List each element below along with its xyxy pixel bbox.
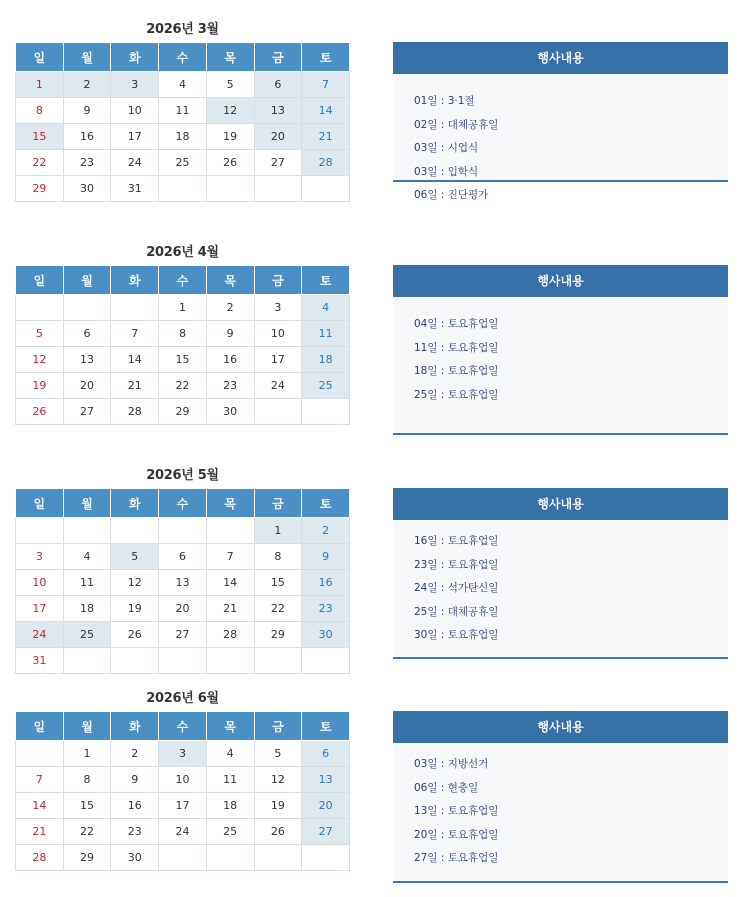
calendar-empty-cell — [159, 518, 207, 544]
calendar-week — [16, 741, 350, 767]
calendar-day[interactable]: 3 — [254, 295, 302, 321]
calendar-day[interactable]: 31 — [16, 648, 64, 674]
calendar-day[interactable]: 14 — [206, 570, 254, 596]
calendar-day[interactable]: 16 — [302, 570, 350, 596]
calendar-empty-cell — [254, 845, 302, 871]
weekday-header: 토 — [302, 489, 350, 518]
calendar-week — [16, 819, 350, 845]
calendar-day[interactable]: 24 — [16, 622, 64, 648]
calendar-day[interactable]: 26 — [254, 819, 302, 845]
event-item: 03일 : 시업식 — [414, 142, 479, 154]
calendar-day[interactable]: 6 — [63, 321, 111, 347]
event-item: 30일 : 토요휴업일 — [414, 629, 499, 641]
calendar-day[interactable]: 14 — [111, 347, 159, 373]
calendar-day[interactable]: 20 — [254, 124, 302, 150]
calendar-empty-cell — [111, 648, 159, 674]
calendar-day[interactable]: 11 — [159, 98, 207, 124]
calendar-empty-cell — [302, 648, 350, 674]
calendar-day[interactable]: 23 — [63, 150, 111, 176]
calendar-day[interactable]: 18 — [302, 347, 350, 373]
calendar-empty-cell — [111, 295, 159, 321]
calendar-day[interactable]: 1 — [254, 518, 302, 544]
calendar-week — [16, 596, 350, 622]
calendar-day[interactable]: 4 — [302, 295, 350, 321]
calendar-day[interactable]: 20 — [159, 596, 207, 622]
calendar-week — [16, 124, 350, 150]
calendar-empty-cell — [206, 518, 254, 544]
calendar-day[interactable]: 6 — [159, 544, 207, 570]
calendar-day[interactable]: 8 — [159, 321, 207, 347]
calendar-day[interactable]: 13 — [63, 347, 111, 373]
calendar-empty-cell — [16, 741, 64, 767]
calendar-day[interactable]: 2 — [302, 518, 350, 544]
calendar-day[interactable]: 3 — [111, 72, 159, 98]
calendar-day[interactable]: 9 — [63, 98, 111, 124]
calendar-day[interactable]: 12 — [111, 570, 159, 596]
calendar-day[interactable]: 17 — [159, 793, 207, 819]
calendar-day[interactable]: 18 — [206, 793, 254, 819]
month-title: 2026년 4월 — [146, 245, 219, 260]
calendar-day[interactable]: 1 — [159, 295, 207, 321]
calendar-day[interactable]: 9 — [111, 767, 159, 793]
calendar-day[interactable]: 14 — [302, 98, 350, 124]
event-item: 13일 : 토요휴업일 — [414, 805, 499, 817]
calendar-day[interactable]: 26 — [111, 622, 159, 648]
calendar-day[interactable]: 11 — [302, 321, 350, 347]
calendar-week — [16, 622, 350, 648]
calendar-day[interactable]: 26 — [16, 399, 64, 425]
calendar-day[interactable]: 29 — [63, 845, 111, 871]
calendar-grid — [15, 265, 350, 425]
event-item: 02일 : 대체공휴일 — [414, 118, 499, 131]
calendar-week — [16, 72, 350, 98]
weekday-header: 일 — [16, 266, 64, 295]
weekday-header: 일 — [16, 43, 64, 72]
event-list — [393, 743, 728, 871]
calendar-day[interactable]: 15 — [63, 793, 111, 819]
calendar-day[interactable]: 4 — [206, 741, 254, 767]
calendar-day[interactable]: 13 — [159, 570, 207, 596]
calendar-empty-cell — [254, 176, 302, 202]
calendar-day[interactable]: 2 — [63, 72, 111, 98]
calendar-day[interactable]: 30 — [302, 622, 350, 648]
calendar-day[interactable]: 16 — [206, 347, 254, 373]
calendar-day[interactable]: 11 — [63, 570, 111, 596]
calendar-day[interactable]: 28 — [111, 399, 159, 425]
event-panel — [393, 42, 728, 201]
calendar-day[interactable]: 21 — [111, 373, 159, 399]
calendar-day[interactable]: 30 — [111, 845, 159, 871]
calendar-day[interactable]: 4 — [63, 544, 111, 570]
calendar-empty-cell — [159, 845, 207, 871]
calendar-day[interactable]: 31 — [111, 176, 159, 202]
weekday-header: 일 — [16, 712, 64, 741]
weekday-header: 수 — [159, 266, 207, 295]
calendar-day[interactable]: 8 — [16, 98, 64, 124]
calendar-day[interactable]: 9 — [302, 544, 350, 570]
calendar-week — [16, 793, 350, 819]
calendar-day[interactable]: 1 — [63, 741, 111, 767]
calendar-day[interactable]: 28 — [206, 622, 254, 648]
weekday-header: 금 — [254, 712, 302, 741]
calendar-day[interactable]: 24 — [254, 373, 302, 399]
calendar-week — [16, 845, 350, 871]
weekday-header: 월 — [63, 266, 111, 295]
event-item: 16일 : 토요휴업일 — [414, 535, 499, 547]
event-panel — [393, 265, 728, 435]
calendar-day[interactable]: 15 — [159, 347, 207, 373]
calendar-day[interactable]: 2 — [111, 741, 159, 767]
calendar-day[interactable]: 30 — [206, 399, 254, 425]
calendar-day[interactable]: 22 — [254, 596, 302, 622]
weekday-header: 월 — [63, 43, 111, 72]
event-item: 11일 : 토요휴업일 — [414, 341, 499, 354]
calendar-day[interactable]: 3 — [159, 741, 207, 767]
calendar-day[interactable]: 17 — [16, 596, 64, 622]
calendar-day[interactable]: 28 — [16, 845, 64, 871]
weekday-header: 목 — [206, 43, 254, 72]
calendar-day[interactable]: 15 — [16, 124, 64, 150]
calendar-day[interactable]: 12 — [206, 98, 254, 124]
weekday-header: 일 — [16, 489, 64, 518]
calendar-day[interactable]: 14 — [16, 793, 64, 819]
calendar-grid — [15, 42, 350, 202]
calendar-day[interactable]: 10 — [16, 570, 64, 596]
weekday-header: 수 — [159, 712, 207, 741]
calendar-week — [16, 150, 350, 176]
calendar-empty-cell — [302, 845, 350, 871]
calendar-day[interactable]: 19 — [206, 124, 254, 150]
calendar-day[interactable]: 19 — [254, 793, 302, 819]
event-item: 25일 : 토요휴업일 — [414, 388, 499, 401]
event-panel-title: 행사내용 — [393, 265, 728, 297]
weekday-header: 토 — [302, 43, 350, 72]
calendar-day[interactable]: 7 — [302, 72, 350, 98]
calendar-week — [16, 570, 350, 596]
calendar-day[interactable]: 26 — [206, 150, 254, 176]
calendar-day[interactable]: 3 — [16, 544, 64, 570]
calendar-week — [16, 399, 350, 425]
event-item: 03일 : 지방선거 — [414, 758, 489, 770]
weekday-header: 수 — [159, 489, 207, 518]
calendar-day[interactable]: 10 — [159, 767, 207, 793]
calendar-day[interactable]: 27 — [159, 622, 207, 648]
calendar-day[interactable]: 13 — [302, 767, 350, 793]
calendar-day[interactable]: 7 — [111, 321, 159, 347]
event-panel-title: 행사내용 — [393, 488, 728, 520]
calendar-day[interactable]: 27 — [63, 399, 111, 425]
weekday-header: 목 — [206, 489, 254, 518]
calendar-day[interactable]: 29 — [254, 622, 302, 648]
calendar-week — [16, 176, 350, 202]
calendar-empty-cell — [16, 518, 64, 544]
event-item: 01일 : 3·1절 — [414, 95, 475, 107]
event-item: 25일 : 대체공휴일 — [414, 605, 499, 618]
calendar-week — [16, 518, 350, 544]
calendar-day[interactable]: 23 — [206, 373, 254, 399]
month-title: 2026년 3월 — [146, 22, 219, 37]
calendar-empty-cell — [302, 176, 350, 202]
calendar-day[interactable]: 18 — [63, 596, 111, 622]
calendar-day[interactable]: 12 — [16, 347, 64, 373]
calendar-week — [16, 321, 350, 347]
weekday-header: 토 — [302, 712, 350, 741]
calendar-day[interactable]: 28 — [302, 150, 350, 176]
calendar-day[interactable]: 10 — [254, 321, 302, 347]
calendar-day[interactable]: 19 — [111, 596, 159, 622]
event-item: 04일 : 토요휴업일 — [414, 318, 499, 330]
event-item: 24일 : 석가탄신일 — [414, 582, 499, 594]
event-item: 27일 : 토요휴업일 — [414, 852, 499, 864]
weekday-header: 토 — [302, 266, 350, 295]
calendar-empty-cell — [206, 176, 254, 202]
calendar-day[interactable]: 20 — [63, 373, 111, 399]
calendar-empty-cell — [206, 648, 254, 674]
calendar-week — [16, 98, 350, 124]
event-item: 18일 : 토요휴업일 — [414, 365, 499, 377]
calendar-day[interactable]: 17 — [254, 347, 302, 373]
calendar-empty-cell — [159, 648, 207, 674]
calendar-empty-cell — [254, 399, 302, 425]
calendar-day[interactable]: 25 — [159, 150, 207, 176]
calendar-grid — [15, 711, 350, 871]
calendar-day[interactable]: 10 — [111, 98, 159, 124]
month-title: 2026년 5월 — [146, 468, 219, 483]
calendar-empty-cell — [63, 295, 111, 321]
event-list — [393, 520, 728, 648]
weekday-header: 화 — [111, 489, 159, 518]
calendar-day[interactable]: 23 — [111, 819, 159, 845]
weekday-header: 금 — [254, 266, 302, 295]
calendar-day[interactable]: 25 — [206, 819, 254, 845]
weekday-header: 화 — [111, 266, 159, 295]
calendar-day[interactable]: 8 — [254, 544, 302, 570]
calendar-day[interactable]: 11 — [206, 767, 254, 793]
calendar-day[interactable]: 19 — [16, 373, 64, 399]
calendar-day[interactable]: 9 — [206, 321, 254, 347]
event-panel-title: 행사내용 — [393, 42, 728, 74]
calendar-day[interactable]: 24 — [111, 150, 159, 176]
calendar-week — [16, 767, 350, 793]
calendar-day[interactable]: 2 — [206, 295, 254, 321]
calendar-empty-cell — [63, 518, 111, 544]
event-item: 23일 : 토요휴업일 — [414, 558, 499, 571]
calendar-day[interactable]: 25 — [302, 373, 350, 399]
calendar-day[interactable]: 22 — [16, 150, 64, 176]
calendar-day[interactable]: 7 — [16, 767, 64, 793]
calendar-week — [16, 373, 350, 399]
calendar-week — [16, 295, 350, 321]
calendar-day[interactable]: 5 — [111, 544, 159, 570]
calendar-empty-cell — [111, 518, 159, 544]
calendar-week — [16, 544, 350, 570]
event-panel-title: 행사내용 — [393, 711, 728, 743]
calendar-day[interactable]: 20 — [302, 793, 350, 819]
month-title: 2026년 6월 — [146, 691, 219, 706]
weekday-header: 화 — [111, 712, 159, 741]
calendar-day[interactable]: 27 — [254, 150, 302, 176]
calendar-day[interactable]: 18 — [159, 124, 207, 150]
calendar-day[interactable]: 4 — [159, 72, 207, 98]
calendar-day[interactable]: 25 — [63, 622, 111, 648]
calendar-day[interactable]: 22 — [159, 373, 207, 399]
calendar-week — [16, 347, 350, 373]
weekday-header: 화 — [111, 43, 159, 72]
calendar-empty-cell — [302, 399, 350, 425]
weekday-header: 수 — [159, 43, 207, 72]
calendar-day[interactable]: 17 — [111, 124, 159, 150]
calendar-day[interactable]: 5 — [206, 72, 254, 98]
calendar-day[interactable]: 29 — [16, 176, 64, 202]
calendar-day[interactable]: 15 — [254, 570, 302, 596]
calendar-day[interactable]: 13 — [254, 98, 302, 124]
calendar-day[interactable]: 21 — [206, 596, 254, 622]
event-list — [393, 74, 728, 208]
weekday-header: 금 — [254, 489, 302, 518]
calendar-grid — [15, 488, 350, 674]
calendar-day[interactable]: 6 — [302, 741, 350, 767]
calendar-day[interactable]: 5 — [16, 321, 64, 347]
calendar-day[interactable]: 29 — [159, 399, 207, 425]
event-panel — [393, 711, 728, 883]
event-list — [393, 297, 728, 407]
calendar-day[interactable]: 16 — [63, 124, 111, 150]
calendar-day[interactable]: 23 — [302, 596, 350, 622]
event-item: 03일 : 입학식 — [414, 165, 479, 178]
calendar-empty-cell — [159, 176, 207, 202]
calendar-day[interactable]: 21 — [16, 819, 64, 845]
calendar-day[interactable]: 22 — [63, 819, 111, 845]
calendar-empty-cell — [63, 648, 111, 674]
calendar-day[interactable]: 1 — [16, 72, 64, 98]
calendar-day[interactable]: 6 — [254, 72, 302, 98]
calendar-day[interactable]: 8 — [63, 767, 111, 793]
event-item: 06일 : 진단평가 — [414, 189, 489, 201]
calendar-day[interactable]: 27 — [302, 819, 350, 845]
calendar-day[interactable]: 21 — [302, 124, 350, 150]
calendar-day[interactable]: 12 — [254, 767, 302, 793]
calendar-day[interactable]: 30 — [63, 176, 111, 202]
event-panel — [393, 488, 728, 659]
weekday-header: 월 — [63, 712, 111, 741]
weekday-header: 금 — [254, 43, 302, 72]
calendar-day[interactable]: 7 — [206, 544, 254, 570]
event-item: 20일 : 토요휴업일 — [414, 828, 499, 841]
calendar-empty-cell — [254, 648, 302, 674]
calendar-empty-cell — [206, 845, 254, 871]
calendar-day[interactable]: 5 — [254, 741, 302, 767]
weekday-header: 목 — [206, 712, 254, 741]
calendar-empty-cell — [16, 295, 64, 321]
calendar-day[interactable]: 16 — [111, 793, 159, 819]
weekday-header: 목 — [206, 266, 254, 295]
calendar-week — [16, 648, 350, 674]
calendar-day[interactable]: 24 — [159, 819, 207, 845]
event-item: 06일 : 현충일 — [414, 781, 479, 794]
weekday-header: 월 — [63, 489, 111, 518]
